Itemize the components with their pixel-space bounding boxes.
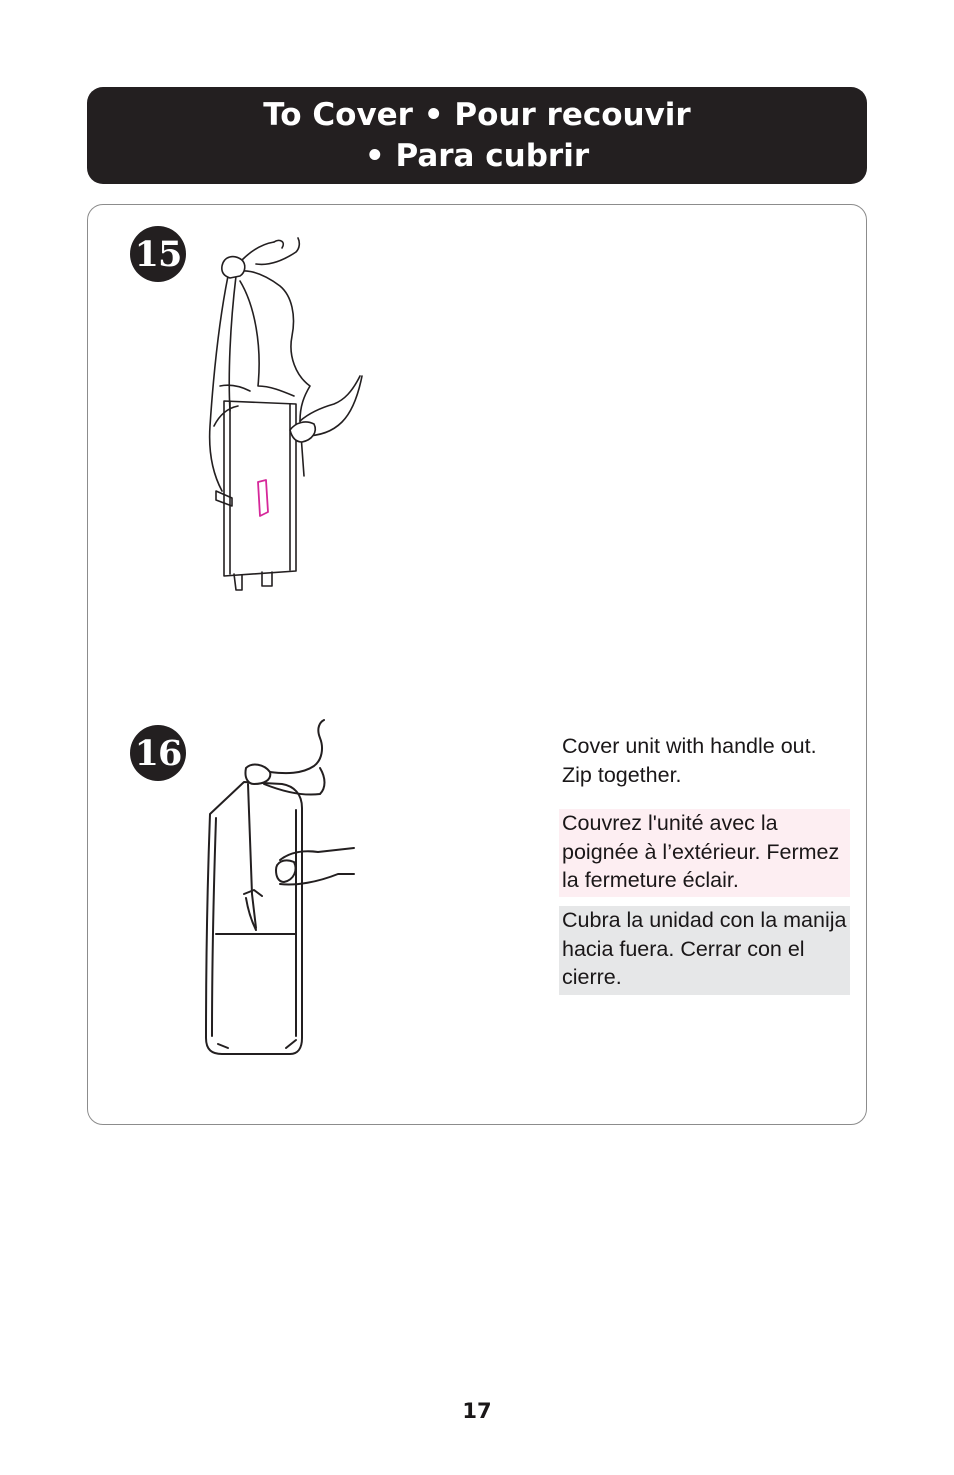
step-16-text-english: Cover unit with handle out. Zip together.	[562, 734, 817, 787]
step-16-illustration	[198, 718, 358, 1063]
step-16-text-spanish: Cubra la unidad con la manija hacia fuera. Cerrar con el cierre.	[559, 906, 850, 995]
step-16-text-french: Couvrez l'unité avec la poignée à l’extérieur. Fermez la fermeture éclair.	[559, 809, 850, 897]
step-15-badge: 15	[130, 226, 186, 282]
step-16-badge: 16	[130, 725, 186, 781]
page-number: 17	[462, 1399, 492, 1423]
step-15-illustration	[200, 236, 370, 596]
section-header	[87, 87, 867, 184]
section-title-line-2: • Para cubrir	[364, 137, 590, 174]
section-title-line-1: To Cover • Pour recouvir	[263, 96, 691, 133]
